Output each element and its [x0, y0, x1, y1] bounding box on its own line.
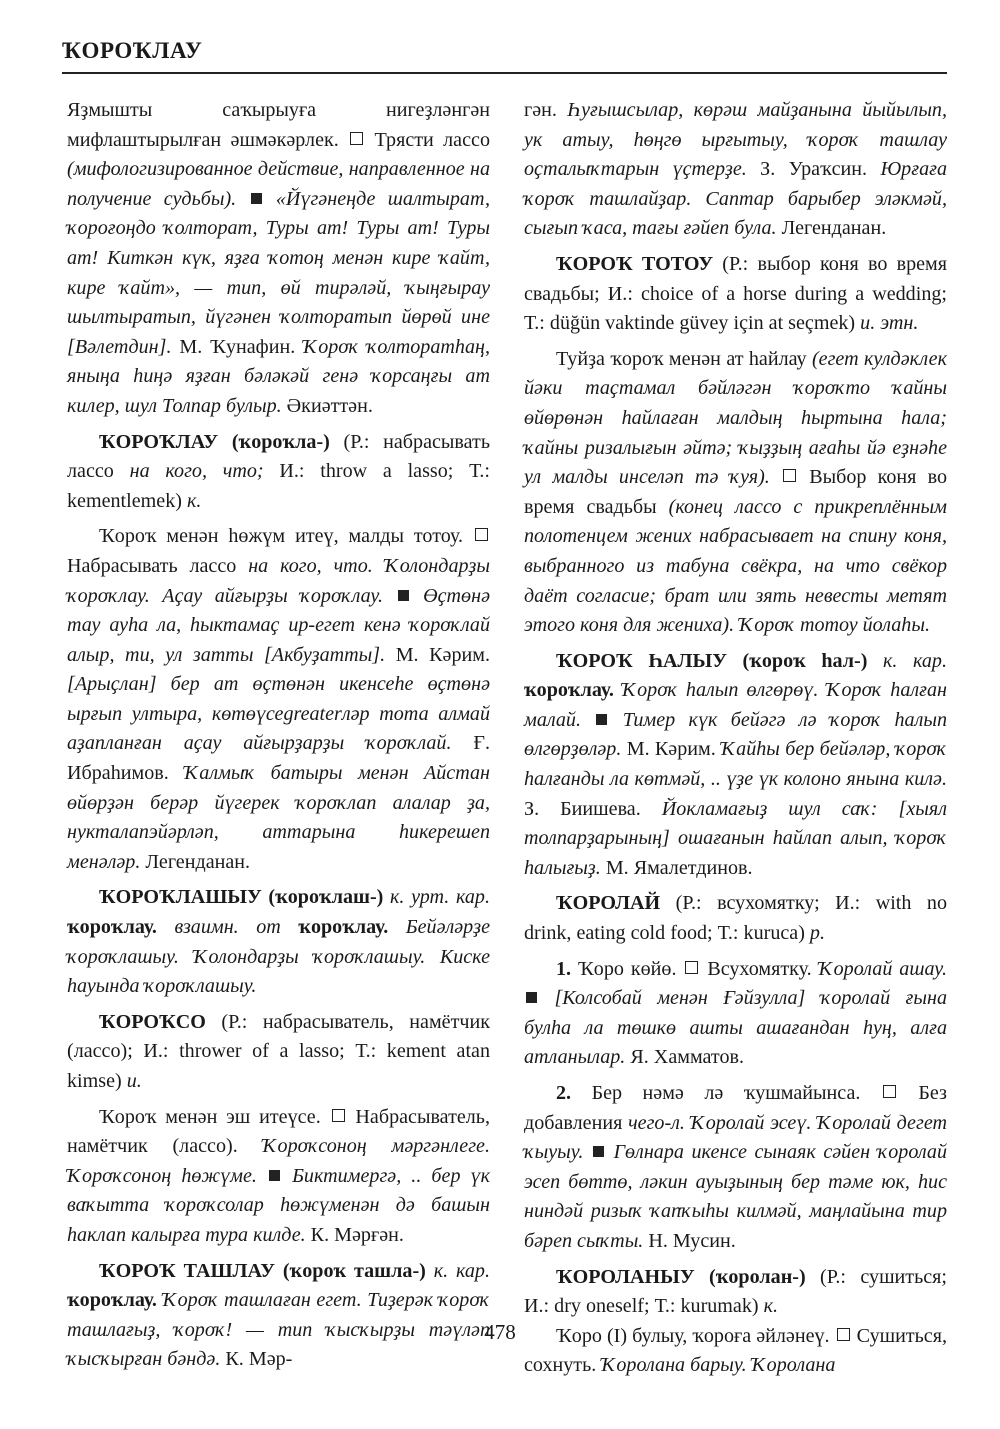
translation: Сушиться, сохнуть. [524, 1324, 947, 1377]
example-black-square-icon [269, 1170, 280, 1181]
example: Өҫтөнә тау ауһа ла, һыктамаҫ ир-егет кенә ҡороҡлай алыр, ти, ул затты [Акбуҙатты]. [67, 584, 490, 666]
gloss: (егет кулдәклек йәки таҫтамал бәйләгән ҡороҡто ҡайны өйөрөнән һайлаған малдың һыртына һала; ҡайны ризалығын әйтә; ҡыҙҙың ағаһы йә еҙнәһе ул малды инселәп тә ҡуя). [524, 347, 947, 489]
source: М. Кәрим. [626, 738, 716, 761]
entry-korokla-definition [67, 522, 490, 877]
translation: Без добавления [524, 1082, 947, 1134]
def-text: Бер нәмә лә ҡушмайынса. [591, 1082, 861, 1104]
source: К. Мәр- [225, 1348, 293, 1371]
def-text: Ҡороҡ менән эш итеүсе. [99, 1105, 321, 1128]
cross-reference: ҡороҡлау. [67, 1289, 157, 1312]
right-column [524, 96, 947, 1381]
translation: Набрасыватель, намётчик (лассо). [67, 1105, 490, 1158]
source: К. Мәрғән. [310, 1223, 404, 1246]
pos-label: и. этн. [860, 312, 919, 335]
pos-label: к. кар. [433, 1259, 490, 1282]
example-black-square-icon [251, 193, 262, 204]
gloss: (конец лассо с прикреплённым полотенцем жених набрасывает на спину коня, выбранного из табуна свёкра, на что свёкор даёт согласие; брат или зять невесты метят этого коня для жениха). Ҡороҡ тотоу йолаһы. [524, 495, 947, 637]
example: Гөлнара икенсе сынаяк сәйен ҡоролай эсеп бөттө, ләкин ауыҙының бер тәме юк, һис ниндәй ризыҡ ҡапҡыһы килмәй, маңлайына тир бәреп сыҡты. [524, 1141, 947, 1252]
example: Бейәләрҙе ҡороҡлашыу. Ҡолондарҙы ҡороҡлашыу. Киске һауында ҡороҡлашыу. [67, 916, 490, 998]
translation: Набрасывать лассо [67, 554, 237, 577]
example: [Арыҫлан] бер ат өҫтөнән икенсеһе өҫтөнә ырғып ултыра, көтөүсеgreaterләр тота алмай аҙапланған аҫау айғырҙарҙы ҡороҡлай. [67, 673, 490, 755]
headword: ҠОРОҠ ҺАЛЫУ (ҡороҡ һал-) [556, 649, 868, 672]
pos-label: к. [186, 489, 202, 512]
def-text: Ҡоро (I) булыу, ҡороға әйләнеү. [556, 1324, 830, 1347]
example: Биктимергә, .. бер үк ваҡытта ҡороҡсолар һөжүменән дә башын һаклап калырға тура килде. [67, 1164, 491, 1246]
def-text: Ҡороҡ менән һөжүм итеү, малды тотоу. [99, 525, 464, 548]
translations: (Р.: всухомятку; И.: with no drink, eating cold food; Т.: kuruca) [524, 892, 947, 945]
gloss: на кого, что; [129, 460, 264, 483]
running-header: ҠОРОҠЛАУ [62, 38, 203, 63]
source: М. Ямалетдинов. [605, 856, 753, 879]
pos-label: р. [809, 922, 825, 945]
translation: Трясти лассо [374, 128, 490, 151]
entry-korokso [67, 1008, 490, 1097]
translations: (Р.: набрасыватель, намётчик (лассо); И.: thrower of a lasso; Т.: kement atan kimse) [67, 1010, 491, 1092]
example: на кого, что. Ҡолондарҙы ҡороҡлау. Аҫау айғырҙы ҡороҡлау. [67, 554, 490, 607]
example: Ҡороҡ ташлаған егет. Тиҙерәк ҡороҡ ташлағыҙ, ҡороҡ! — тип ҡысҡырҙы тәүләп ҡысҡырған бәндә. [67, 1289, 490, 1371]
cross-reference: ҡороҡлау. [524, 679, 614, 702]
entry-korokso-definition [67, 1103, 490, 1251]
header-rule [62, 72, 947, 74]
example-black-square-icon [526, 992, 537, 1003]
example: Ҡоролана барыу. Ҡоролана [601, 1354, 836, 1377]
example: [Колсобай менән Ғәйзулла] ҡоролай ғына булһа ла төшкө ашты ашағандан һуң, алға атланылар. [524, 987, 948, 1069]
cross-reference: ҡороҡлау. [67, 916, 157, 939]
pos-label: и. [126, 1070, 142, 1092]
translation: Всухомятку. [707, 957, 812, 980]
example: Ҡороҡсоноң мәргәнлеге. Ҡороҡсоноң һөжүме. [67, 1135, 490, 1187]
headword: ҠОРОҠЛАШЫУ (ҡороҡлаш-) [99, 886, 384, 909]
translations: (Р.: набрасывать лассо [67, 430, 490, 483]
example-black-square-icon [398, 590, 409, 601]
entry-korok-tashlau [67, 1257, 490, 1375]
gloss: взаимн. от [174, 916, 281, 939]
example: Ҡайһы бер бейәләр, ҡороҡ һалғанды ла көтмәй, .. үҙе үк колоно янына килә. [524, 738, 947, 791]
headword: ҠОРОҠСО [99, 1010, 206, 1033]
entry-korok-halyu [524, 647, 947, 884]
example-black-square-icon [596, 714, 607, 725]
source: З. Биишева. [524, 797, 641, 820]
headword: ҠОРОҠ ТАШЛАУ (ҡороҡ ташла-) [99, 1259, 426, 1282]
translations: (Р.: сушиться; И.: dry oneself; Т.: kurumak) [524, 1265, 947, 1318]
example: Ҡороҡ һалып өлгөрөү. Ҡороҡ һалған малай. [524, 679, 947, 731]
def-text: Туйҙа ҡороҡ менән ат һайлау [556, 347, 807, 370]
source: З. Ураҡсин. [760, 158, 868, 181]
example: Юрғаға ҡороҡ ташлайҙар. Саптар барыбер эләкмәй, сығып ҡаса, тағы ғәйеп була. [524, 158, 947, 240]
pos-label: к. кар. [883, 649, 947, 672]
left-column [67, 96, 490, 1375]
source: Әкиәттән. [286, 394, 373, 417]
entry-korolai [524, 889, 947, 948]
source: Легенданан. [145, 850, 251, 873]
entry-korok-totou-definition [524, 345, 947, 641]
example: Ҡороҡ ҡолторатһаң, яныңа һиңә яҙған бәләкәй генә ҡорсаңғы ат килер, шул Толпар булыр. [67, 335, 490, 417]
translation-square-icon [883, 1085, 896, 1098]
translations: (Р.: выбор коня во время свадьбы; И.: choice of a horse during a wedding; Т.: düğün vaktinde güvey için at seçmek) [524, 252, 947, 335]
source: гән. [524, 99, 557, 121]
headword: ҠОРОЛАЙ [556, 892, 661, 915]
example: «Йүгәнеңде шалтырат, ҡороғоңдо ҡолторат, Туры ат! Туры ат! Туры ат! Киткән күк, яҙға ҡотоң менән кире ҡайт, кире ҡайт», — тип, өй тирәләй, ҡыңғырау шылтыратып, йүгәнен ҡолторатып йөрөй ине [Вәлетдин]. [67, 187, 490, 358]
translations: И.: throw a lasso; Т.: kementlemek) [67, 460, 490, 512]
entry-continuation [67, 96, 490, 422]
pos-label: к. [763, 1295, 779, 1318]
gloss: (мифологизированное действие, направленное на получение судьбы). [67, 158, 490, 210]
source: Легенданан. [781, 217, 887, 240]
headword: ҠОРОЛАНЫУ (ҡоролан-) [556, 1265, 806, 1288]
example: Ҡоролай ашау. [818, 957, 947, 980]
entry-korok-totou [524, 250, 947, 339]
page-number: 478 [484, 1320, 516, 1344]
source: Я. Хамматов. [630, 1046, 745, 1069]
headword: ҠОРОҠЛАУ (ҡороҡла-) [99, 430, 330, 453]
headword: ҠОРОҠ ТОТОУ [556, 252, 714, 275]
example: Һуғышсылар, көрәш майҙанына йыйылып, ук атыу, һөңгө ырғытыу, ҡороҡ ташлау оҫталыҡтарын үҫтерҙе. [524, 99, 947, 181]
def-text: Яҙмышты саҡырыуға нигеҙләнгән мифлаштырылған әшмәкәрлек. [67, 99, 490, 151]
pos-label: к. урт. кар. [390, 886, 490, 909]
cross-reference: ҡороҡлау. [298, 916, 389, 939]
def-text: Ҡоро көйө. [578, 957, 677, 980]
sense-number: 2. [556, 1082, 572, 1104]
sense-number: 1. [556, 957, 572, 980]
source: М. Кәрим. [395, 643, 491, 666]
example: Йокламағыҙ шул саҡ: [хыял толпарҙарының] ошағанын һайлап алып, ҡороҡ һалығыҙ. [524, 797, 947, 879]
example: Тимер күк бейәгә лә ҡороҡ һалып өлгөрҙөләр. [524, 708, 948, 761]
source: М. Ҡунафин. [179, 335, 296, 358]
source: Н. Мусин. [648, 1229, 736, 1252]
entry-korokla [67, 428, 490, 517]
example: Ҡалмыҡ батыры менән Айстан өйөрҙән берәр йүгерек ҡороҡлап алалар ҙа, нукталапэйәрләп, аттарына һикерешеп менәләр. [67, 762, 490, 873]
translation-square-icon [332, 1109, 345, 1122]
translation: Выбор коня во время свадьбы [524, 466, 948, 518]
entry-korolanyu [524, 1263, 947, 1322]
example-black-square-icon [593, 1146, 604, 1157]
translation-square-icon [350, 132, 363, 145]
example: Ҡоролай эсеү. Ҡоролай дегет ҡыуыу. [524, 1111, 947, 1164]
entry-koroklashyu [67, 883, 490, 1001]
sense-2 [524, 1079, 947, 1257]
translation-square-icon [685, 961, 698, 974]
translation-square-icon [475, 528, 488, 541]
source: Ғ. Ибраһимов. [67, 732, 490, 785]
gloss: чего-л. [628, 1111, 685, 1134]
translation-square-icon [783, 469, 796, 482]
sense-1 [524, 955, 947, 1073]
entry-continuation [524, 96, 947, 244]
